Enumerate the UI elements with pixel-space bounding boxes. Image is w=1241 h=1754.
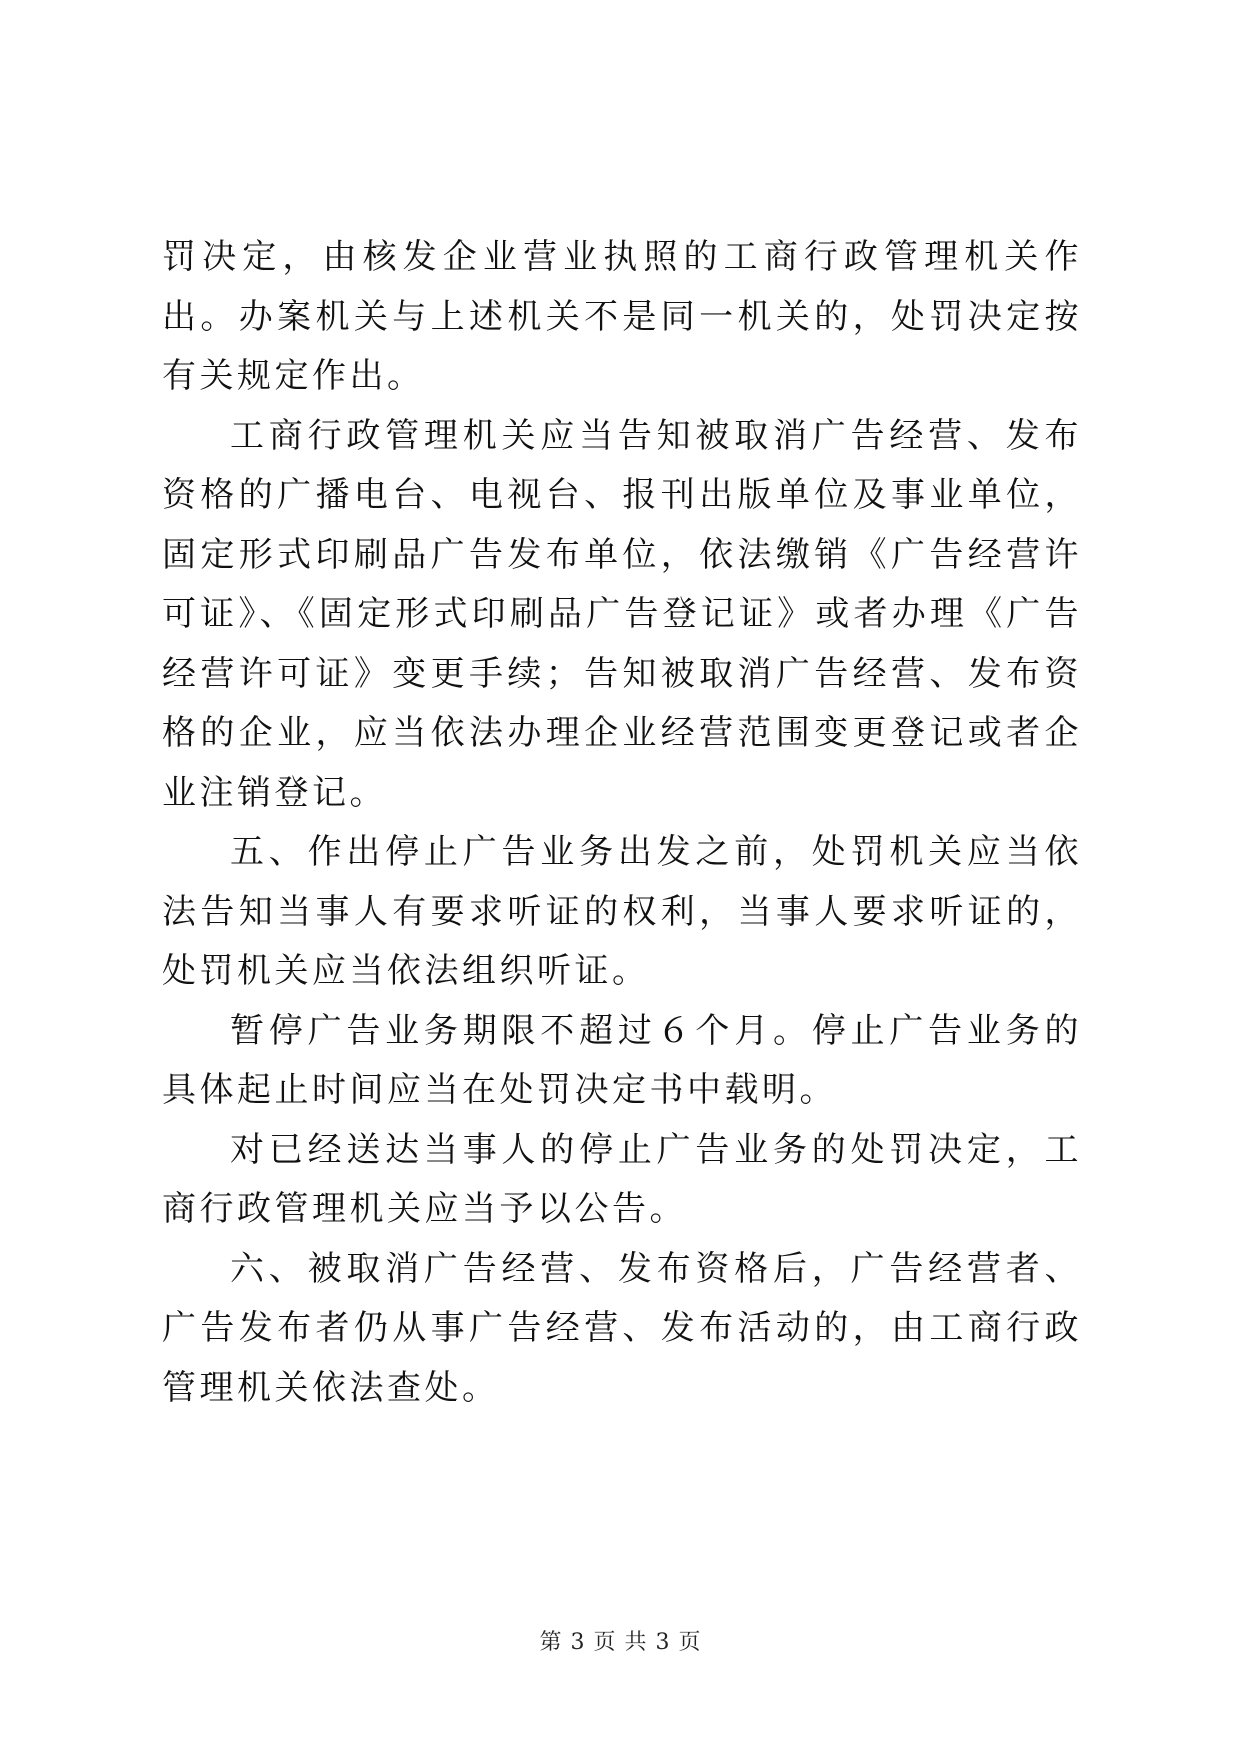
paragraph-5: 对已经送达当事人的停止广告业务的处罚决定，工商行政管理机关应当予以公告。 <box>162 1129 1082 1229</box>
paragraph-6: 六、被取消广告经营、发布资格后，广告经营者、广告发布者仍从事广告经营、发布活动的，由工商行政管理机关依法查处。 <box>162 1248 1082 1408</box>
document-body <box>162 228 1082 1418</box>
paragraph-3: 五、作出停止广告业务出发之前，处罚机关应当依法告知当事人有要求听证的权利，当事人要求听证的，处罚机关应当依法组织听证。 <box>162 832 1082 991</box>
paragraph-1: 罚决定，由核发企业营业执照的工商行政管理机关作出。办案机关与上述机关不是同一机关的，处罚决定按有关规定作出。 <box>162 237 1082 396</box>
paragraph-2: 工商行政管理机关应当告知被取消广告经营、发布资格的广播电台、电视台、报刊出版单位及事业单位，固定形式印刷品广告发布单位，依法缴销《广告经营许可证》、《固定形式印刷品广告登记证》或者办理《广告经营许可证》变更手续；告知被取消广告经营、发布资格的企业，应当依法办理企业经营范围变更登记或者企业注销登记。 <box>162 415 1082 813</box>
page-number-footer: 第 3 页 共 3 页 <box>539 1630 702 1655</box>
paragraph-4: 暂停广告业务期限不超过６个月。停止广告业务的具体起止时间应当在处罚决定书中载明。 <box>162 1010 1082 1110</box>
